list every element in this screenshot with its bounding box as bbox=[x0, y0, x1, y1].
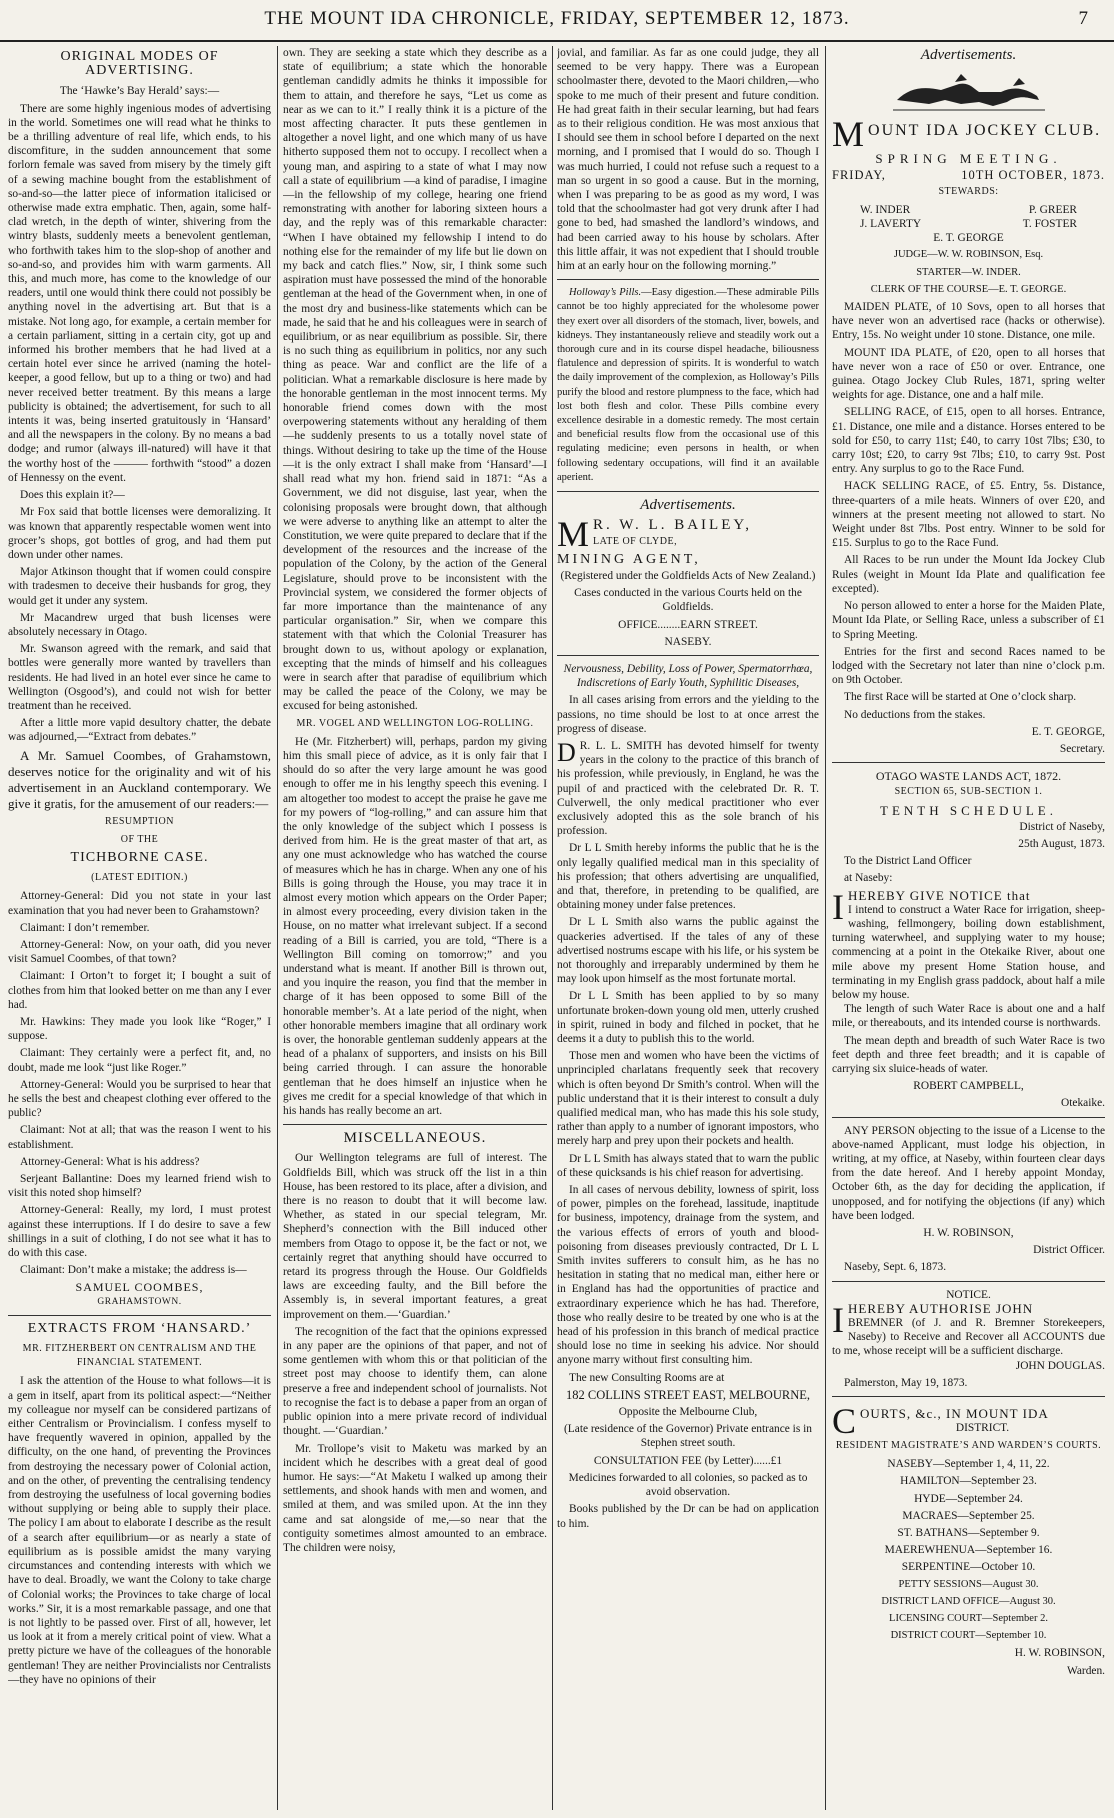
divider bbox=[832, 1281, 1105, 1282]
dialogue-line: Serjeant Ballantine: Does my learned friend wish to visit this noted shop himself? bbox=[8, 1173, 271, 1200]
court-item: DISTRICT COURT—September 10. bbox=[890, 1630, 1047, 1642]
notice-paragraph: The length of such Water Race is about one and a half mile, or thereabouts, and its intended course is northwards. bbox=[832, 1003, 1105, 1030]
authorise-signature: JOHN DOUGLAS. bbox=[1015, 1359, 1105, 1372]
bailey-reg: (Registered under the Goldfields Acts of New Zealand.) bbox=[560, 569, 816, 582]
heading-hansard: EXTRACTS FROM ‘HANSARD.’ bbox=[27, 1320, 252, 1336]
notice-paragraph: The mean depth and breadth of such Water Race is two feet depth and three feet breadth; and it is capable of carrying six sluice-heads of water. bbox=[832, 1034, 1105, 1075]
courts-heading: OURTS, &c., IN MOUNT IDA bbox=[860, 1406, 1049, 1422]
smith-address: 182 COLLINS STREET EAST, MELBOURNE, bbox=[566, 1387, 810, 1402]
drop-cap: D bbox=[557, 737, 576, 767]
smith-paragraph: Those men and women who have been the victims of unprincipled charlatans frequently seek that recovery which is often beyond Dr Smith’s control. When will the public understand that it is their interest to consult a duly qualified medical man, who has made this his sole study, rather than apply to a number of ignorant impostors, who merely harp and prey upon their pockets and health. bbox=[557, 1050, 819, 1148]
dialogue-line: Attorney-General: Really, my lord, I must protest against these interruptions. If I do desire to save a few shillings in a suit of clothing, I do not see what it has to do with this case. bbox=[8, 1204, 271, 1260]
race-item: HACK SELLING RACE, of £5. Entry, 5s. Distance, three-quarters of a mile heats. Winners of over £20, and winners at the present meeting not allowed to start. No Weight under 8st 7lbs. Post entry. Winner to be sold for £15. Surplus to go to the Race Fund. bbox=[832, 480, 1105, 550]
stewards-label: STEWARDS: bbox=[938, 185, 999, 197]
smith-paragraph bbox=[557, 739, 819, 838]
divider bbox=[557, 655, 819, 656]
dialogue-line: Claimant: Don’t make a mistake; the address is— bbox=[20, 1264, 247, 1277]
divider bbox=[283, 1124, 547, 1125]
advertisements-heading: Advertisements. bbox=[640, 497, 736, 514]
dialogue-line: Attorney-General: What is his address? bbox=[20, 1155, 200, 1168]
court-item: MAEREWHENUA—September 16. bbox=[884, 1544, 1053, 1557]
column-rule bbox=[277, 46, 278, 1810]
stewards-row bbox=[832, 217, 1105, 231]
smith-paragraph: Dr L L Smith has been applied to by so many unfortunate broken-down young old men, utterly crushed in spirit, ruined in body and filched in pocket, that he deems it a duty to publish this to the world. bbox=[557, 990, 819, 1045]
waste-lands-section: SECTION 65, SUB-SECTION 1. bbox=[894, 786, 1043, 798]
smith-books: Books published by the Dr can be had on application to him. bbox=[557, 1503, 819, 1530]
article-paragraph: After a little more vapid desultory chatter, the debate was adjourned,—“Extract from debates.” bbox=[8, 717, 271, 744]
smith-medicines: Medicines forwarded to all colonies, so packed as to avoid observation. bbox=[568, 1471, 808, 1499]
bailey-cases: Cases conducted in the various Courts held on the Goldfields. bbox=[574, 587, 802, 614]
article-paragraph: Mr Fox said that bottle licenses were demoralizing. It was known that apparently respectable women went into grocer’s shops, got bottles of grog, and had them put down under other names. bbox=[8, 506, 271, 561]
signature-town: GRAHAMSTOWN. bbox=[97, 1296, 182, 1307]
smith-late: (Late residence of the Governor) Private entrance is in Stephen street south. bbox=[564, 1423, 812, 1450]
court-item: PETTY SESSIONS—August 30. bbox=[898, 1578, 1039, 1590]
courts-district: DISTRICT. bbox=[955, 1422, 1010, 1435]
jockey-club-title: OUNT IDA JOCKEY CLUB. bbox=[868, 122, 1102, 140]
court-item: HYDE—September 24. bbox=[914, 1492, 1023, 1505]
starter: STARTER—W. INDER. bbox=[916, 266, 1021, 278]
divider bbox=[557, 279, 819, 280]
dialogue-line: Claimant: I Orton’t to forget it; I bought a suit of clothes from him that looked better on me than any I ever had. bbox=[8, 970, 271, 1011]
bailey-role: MINING AGENT, bbox=[557, 551, 701, 567]
rules-item: No deductions from the stakes. bbox=[844, 708, 986, 721]
rules-item: Entries for the first and second Races named to be lodged with the Secretary not later than nine o’clock p.m. on 9th October. bbox=[832, 645, 1105, 687]
tenth-schedule: TENTH SCHEDULE. bbox=[880, 802, 1057, 818]
notice-date: 25th August, 1873. bbox=[1018, 837, 1105, 850]
steward: P. GREER bbox=[1028, 203, 1077, 216]
article-paragraph: Does this explain it?— bbox=[20, 489, 125, 502]
article-paragraph: Major Atkinson thought that if women could conspire with tradesmen to deceive their husbands for grog, they would get it under any system. bbox=[8, 566, 271, 607]
smith-paragraph: In all cases arising from errors and the yielding to the passions, no time should be lost to at once arrest the progress of disease. bbox=[557, 694, 819, 735]
meeting-date bbox=[832, 168, 1105, 182]
masthead-title: THE MOUNT IDA CHRONICLE, FRIDAY, SEPTEMBER 12, 1873. bbox=[264, 8, 850, 29]
race-item: SELLING RACE, of £15, open to all horses. Entrance, £1. Distance, one mile and a distance. Horses entered to be sold for £50, to carry 11st; £40, to carry 10st 7lbs; £30, to carry 10st; £20, to carry 9st 7lbs; £10, to carry 9st. Post entry. Any surplus to go to the Race Fund. bbox=[832, 406, 1105, 476]
race-item: MOUNT IDA PLATE, of £20, open to all horses that have never won a race of £50 or over. Entrance, one guinea. Otago Jockey Club Rules, 1871, spring welter weights for age. Distance, one and a half mile. bbox=[832, 346, 1105, 402]
court-item: DISTRICT LAND OFFICE—August 30. bbox=[881, 1595, 1056, 1607]
signature-name: SAMUEL COOMBES, bbox=[75, 1280, 204, 1295]
smith-opposite: Opposite the Melbourne Club, bbox=[618, 1406, 758, 1419]
smith-paragraph: Dr L L Smith hereby informs the public that he is the only legally qualified medical man in this speciality of his profession; that others advertising are unqualified, and that, therefore, in pretending to be qualified, are obtaining money under false pretences. bbox=[557, 842, 819, 912]
rules-item: All Races to be run under the Mount Ida Jockey Club Rules (weight in Mount Ida Plate and qualification fee excepted). bbox=[832, 554, 1105, 595]
warden-name: H. W. ROBINSON, bbox=[1014, 1647, 1105, 1660]
addressee: To the District Land Officer bbox=[844, 855, 972, 868]
smith-paragraph: The new Consulting Rooms are at bbox=[569, 1371, 725, 1384]
notice-place: Otekaike. bbox=[1061, 1097, 1105, 1110]
courts-header bbox=[832, 1403, 1105, 1437]
court-item: HAMILTON—September 23. bbox=[900, 1475, 1037, 1488]
court-item: ST. BATHANS—September 9. bbox=[897, 1527, 1040, 1540]
authorise-notice bbox=[832, 1302, 1105, 1359]
article-paragraph: Mr. Swanson agreed with the remark, and said that bottles were generally more wanted by travellers than residents. He had lived in an hotel ever since he came to Wellington (Osgood’s), and could not wish for better treatment than he received. bbox=[8, 643, 271, 712]
addressee-place: at Naseby: bbox=[844, 872, 893, 885]
waste-lands-title: OTAGO WASTE LANDS ACT, 1872. bbox=[875, 769, 1062, 784]
divider bbox=[832, 1396, 1105, 1397]
article-paragraph: A Mr. Samuel Coombes, of Grahamstown, deserves notice for the originality and wit of his advertisement in an Auckland contemporary. We give it gratis, for the amusement of our readers:— bbox=[8, 747, 271, 811]
smith-text: R. L. L. SMITH has devoted himself for twenty years in the colony to the practice of this branch of his profession, while previously, in England, he was the pupil of and practiced with the celebrated Dr. R. T. Culverwell, the only medical practitioner who ever exclusively adopted this as the sole branch of his profession. bbox=[557, 739, 819, 838]
column-1 bbox=[8, 46, 271, 1810]
steward: E. T. GEORGE bbox=[933, 232, 1004, 245]
column-rule bbox=[552, 46, 553, 1810]
subheading-fitzherbert: MR. FITZHERBERT ON CENTRALISM AND THE FINANCIAL STATEMENT. bbox=[22, 1343, 257, 1369]
column-2 bbox=[283, 46, 547, 1810]
tichborne-heading-3: TICHBORNE CASE. bbox=[70, 849, 209, 865]
water-race-notice bbox=[832, 889, 1105, 1003]
bailey-office: OFFICE........EARN STREET. bbox=[618, 618, 758, 631]
tichborne-heading-1: RESUMPTION bbox=[105, 815, 174, 827]
court-item: NASEBY—September 1, 4, 11, 22. bbox=[887, 1458, 1050, 1471]
secretary-title: Secretary. bbox=[1059, 742, 1105, 755]
court-item: LICENSING COURT—September 2. bbox=[889, 1613, 1048, 1625]
smith-fee: CONSULTATION FEE (by Letter)......£1 bbox=[593, 1454, 783, 1467]
bailey-ad bbox=[557, 516, 819, 569]
dialogue-line: Claimant: They certainly were a perfect fit, and, no doubt, made me look “just like Roger.” bbox=[8, 1047, 271, 1074]
secretary-name: E. T. GEORGE, bbox=[1031, 725, 1105, 738]
court-item: MACRAES—September 25. bbox=[902, 1509, 1035, 1522]
subheading-vogel: MR. VOGEL AND WELLINGTON LOG-ROLLING. bbox=[296, 717, 534, 729]
court-item: SERPENTINE—October 10. bbox=[901, 1561, 1036, 1574]
article-paragraph: Mr Macandrew urged that bush licenses were absolutely necessary in Otago. bbox=[8, 611, 271, 638]
meeting-day: FRIDAY, bbox=[832, 168, 886, 183]
divider bbox=[8, 1315, 271, 1316]
column-4 bbox=[832, 46, 1105, 1810]
steward: T. FOSTER bbox=[1022, 218, 1077, 231]
objection-date: Naseby, Sept. 6, 1873. bbox=[844, 1261, 947, 1274]
warden-title: Warden. bbox=[1067, 1664, 1105, 1677]
article-paragraph: The recognition of the fact that the opinions expressed in any paper are the opinions of that paper, and not of some gentlemen with whom this or that politician of the street post may choose to identify them, can alone preserve a free and independent school of journalists. Not to recognise the fact is to debase a paper from an organ of public opinion into a mere private record of individual thought. —‘Guardian.’ bbox=[283, 1325, 547, 1438]
dialogue-line: Claimant: I don’t remember. bbox=[20, 921, 150, 934]
smith-paragraph: Dr L L Smith also warns the public against the quackeries advertised. If the tales of any of these advertised nostrums escape with his life, or his system be not thoroughly and irreparably undermined by them he may look upon himself as the most fortunate mortal. bbox=[557, 916, 819, 986]
drop-cap: I bbox=[832, 888, 844, 927]
divider bbox=[832, 1117, 1105, 1118]
divider bbox=[557, 491, 819, 492]
spring-meeting: SPRING MEETING. bbox=[875, 151, 1062, 167]
dialogue-line: Claimant: Not at all; that was the reason I went to his establishment. bbox=[8, 1124, 271, 1151]
authorise-heading: HEREBY AUTHORISE JOHN bbox=[848, 1301, 1034, 1316]
intro-line: The ‘Hawke’s Bay Herald’ says:— bbox=[59, 85, 220, 98]
stewards-row bbox=[832, 203, 1105, 217]
dialogue-line: Attorney-General: Would you be surprised to hear that he sells the best and cheapest clothing ever offered to the public? bbox=[8, 1078, 271, 1120]
masthead bbox=[0, 0, 1114, 42]
notice-heading: HEREBY GIVE NOTICE that bbox=[848, 888, 1031, 903]
jockey-club-header bbox=[832, 116, 1105, 150]
racehorse-illustration bbox=[889, 66, 1049, 114]
smith-paragraph: In all cases of nervous debility, lowness of spirit, loss of power, pimples on the forehead, lassitude, inaptitude for business, impotency, drainage from the system, and the various effects of errors of youth and blood-poisoning from diseases previously contracted, Dr L L Smith invites sufferers to consult him, as he has no hesitation in stating that no medical man, either here or in England has had the opportunities of practice and extraordinary experience which he has had. Therefore, those who really desire to be treated by one who is at the head of his profession in this branch of medical practice should lose no time in seeking his advice. Nor should anyone marry without first consulting him. bbox=[557, 1184, 819, 1367]
notice-signature: ROBERT CAMPBELL, bbox=[913, 1080, 1024, 1093]
judge: JUDGE—W. W. ROBINSON, Esq. bbox=[893, 249, 1044, 261]
authorise-date: Palmerston, May 19, 1873. bbox=[844, 1376, 968, 1389]
steward: J. LAVERTY bbox=[860, 218, 922, 231]
meeting-date-text: 10TH OCTOBER, 1873. bbox=[961, 168, 1105, 183]
page-number: 7 bbox=[1078, 8, 1088, 29]
holloway-ad bbox=[557, 286, 819, 485]
clerk: CLERK OF THE COURSE—E. T. GEORGE. bbox=[870, 283, 1067, 295]
drop-cap: C bbox=[832, 1403, 857, 1438]
signature-coombes bbox=[8, 1280, 271, 1308]
heading-advertising: ORIGINAL MODES OF ADVERTISING. bbox=[60, 49, 219, 79]
bailey-town: NASEBY. bbox=[664, 635, 712, 648]
tichborne-heading-4: (LATEST EDITION.) bbox=[91, 872, 188, 884]
dialogue-line: Mr. Hawkins: They made you look like “Roger,” I suppose. bbox=[8, 1015, 271, 1043]
holloway-title: Holloway’s Pills. bbox=[569, 287, 642, 299]
drop-cap: I bbox=[832, 1301, 844, 1340]
tichborne-heading-2: OF THE bbox=[120, 833, 159, 845]
rules-item: The first Race will be started at One o’clock sharp. bbox=[844, 691, 1077, 704]
objection-signature: H. W. ROBINSON, bbox=[923, 1227, 1014, 1240]
bailey-name: R. W. L. BAILEY, bbox=[593, 517, 752, 534]
article-paragraph: I ask the attention of the House to what follows—it is a gem in itself, apart from its political aspect:—“Neither my colleague nor myself can be considered partizans of either Centralism or Provincialism. I confess myself to have frequently wavered in opinion, appalled by the difficulty, on the one hand, of preventing the Provinces from destroying the necessary power of Colonial action, and on the other, of preventing the centralising tendency from destroying the usefulness of local governing bodies without supplying or being able to supply their place. The policy I am about to elaborate I describe as the result of a search after equilibrium—or as nearly a state of equilibrium as is possible amidst the many varying circumstances and contending interests with which we have to deal. Broadly, we want the Colony to take charge of Colonial works; the Provinces to take charge of local works.” Sir, it is a most remarkable passage, and one that is not lightly to be passed over. First of all, however, let us look at it from a merely critical point of view. What a pretty picture we have of the colleagues of the honorable gentleman! They are neither Provincialists nor Centralists—they have no opinions of their bbox=[8, 1375, 271, 1686]
advertisements-heading: Advertisements. bbox=[920, 47, 1017, 63]
drop-cap: M bbox=[557, 516, 590, 555]
column-3 bbox=[557, 46, 819, 1810]
dialogue-line: Attorney-General: Now, on your oath, did you never visit Samuel Coombes, of that town? bbox=[8, 938, 271, 966]
race-item: MAIDEN PLATE, of 10 Sovs, open to all horses that have never won an advertised race (hacks or otherwise). Entry, 15s. No weight under 10 stone. Distance, one mile. bbox=[832, 301, 1105, 342]
article-paragraph: Mr. Trollope’s visit to Maketu was marked by an incident which he describes with a great deal of good humor. He says:—“At Maketu I walked up among their settlements, and shook hands with men and women, and smiled at them, and was smiled upon. At the inn they came and sat alongside of me,—so near that the contiguity sometimes almost amounted to an embrace. The children were noisy, bbox=[283, 1442, 547, 1554]
courts-subheading: RESIDENT MAGISTRATE’S AND WARDEN’S COURTS. bbox=[835, 1440, 1102, 1452]
article-paragraph: Our Wellington telegrams are full of interest. The Goldfields Bill, which was struck off the list in a thin House, has been restored to its place, after a division, and there is no reason to doubt that it will become law. Whether, as stated in our special telegram, Mr. Shepherd’s connection with the Bill induced other members from Otago to oppose it, be the fact or not, we certainly regret that anything should have occurred to retard its progress through the House. Our Goldfields laws are exceeding faulty, and the Bill before the Assembly is, in several important features, a great improvement on them.—‘Guardian.’ bbox=[283, 1152, 547, 1321]
article-paragraph: He (Mr. Fitzherbert) will, perhaps, pardon my giving him this small piece of advice, as it is only fair that I should do so after the very large amount he was good enough to offer me in his lengthy speech this evening. I am altogether too modest to accept the praise he gave me for my powers of “log-rolling,” and can assure him that the only knowledge of the subject which I possess is derived from him. He is the great master of that art, as any one must acknowledge who has watched the course of measures which he has in charge. When any one of his Bills is going through the House, you may trace it in almost every motion which appears on the Order Paper; in almost every proceeding, every division taken in the House, on no matter what irrelevant subject. If a second reading of a Bill is carried, you are told, “There is a Wellington Bill coming on tomorrow;” and you understand what is meant. If another Bill is thrown out, and you inquire the reason, you find that the member in charge of it has been opposed to some Bill of the honorable member’s. At a late period of the night, when other honorable members imagine that all ordinary work is over, the honorable gentleman suddenly appears at the head of a phalanx of supporters, and insists on his Bill being carried through. I can assure the honorable gentleman that he does himself an injustice when he gives me credit for a special knowledge of that which in his hands has really become an art. bbox=[283, 735, 547, 1118]
objection-title: District Officer. bbox=[1033, 1244, 1105, 1257]
rules-item: No person allowed to enter a horse for the Maiden Plate, Mount Ida Plate, or Selling Race, unless a subscriber of £1 to Spring Meeting. bbox=[832, 600, 1105, 641]
district: District of Naseby, bbox=[1019, 820, 1105, 833]
objection-paragraph: ANY PERSON objecting to the issue of a License to the above-named Applicant, must lodge his objection, in writing, at my office, at Naseby, within fourteen clear days from the date hereof. And I hereby appoint Monday, October 6th, as the day for deciding the application, if unopposed, and for notifying the objections (if any) which have been lodged. bbox=[832, 1124, 1105, 1222]
divider bbox=[832, 762, 1105, 763]
column-rule bbox=[825, 46, 826, 1810]
holloway-text: —Easy digestion.—These admirable Pills cannot be too highly appreciated for the wholesome power they exert over all disorders of the stomach, liver, bowels, and kidneys. They instantaneously relieve and steadily work out a thorough cure and in its course dispel headache, biliousness flatulence and depression of spirits. It is wonderful to watch the daily improvement of the complexion, as Holloway’s Pills purify the blood and restore plumpness to the face, which had lost both flesh and color. These Pills combine every excellence desirable in a domestic remedy. The most certain and beneficial results flow from the occasional use of this regulating medicine; even persons in health, or when following sedentary occupations, will find it an available aperient. bbox=[557, 287, 819, 483]
heading-miscellaneous: MISCELLANEOUS. bbox=[343, 1130, 487, 1147]
smith-paragraph: Dr L L Smith has always stated that to warn the public of these quicksands is his chief reason for advertising. bbox=[557, 1152, 819, 1179]
article-paragraph: There are some highly ingenious modes of advertising in the world. Sometimes one will read what he thinks to be a thrilling adventure of real life, which ends, to his discomfiture, in the sudden announcement that some forlorn female was saved from misery by the timely gift of a sewing machine bought from the establishment of so-and-so—the latter piece of information italicised or otherwise made extra emphatic. Then, again, some half-clad wretch, in the depth of winter, shivering from the wintry blasts, suddenly meets a benevolent gentleman, who forthwith takes him to the slop-shop of another and so-and-so, and provides him with warm garments. All this, and much more, has come to the knowledge of our readers, until one would think there could not possibly be anything novel in the advertising art. But that is a mistake. Not long ago, for example, a certain member for a certain parliament, sitting in a certain city, got up and informed his brother members that he had lived at a certain hotel ever since he arrived (naming the hotel-keeper, a good fellow, but up to a thing or two) and had never received better treatment. By this means a large publicity is obtained; the advertisement, for such to all intents it was, being inserted gratuitously in ‘Hansard’ and all the newspapers in the colony. By no means a bad dodge; and rumor (always ill-natured) will have it that the worthy host of the ——— forthwith “stood” a dozen of Hennessy on the event. bbox=[8, 102, 271, 484]
smith-lead: Nervousness, Debility, Loss of Power, Spermatorrhœa, Indiscretions of Early Youth, Syphilitic Diseases, bbox=[563, 662, 813, 690]
notice-label: NOTICE. bbox=[946, 1288, 991, 1301]
article-paragraph: jovial, and familiar. As far as one could judge, they all seemed to be very happy. There was a European schoolmaster there, devoted to the Maori children,—who spoke to me much of their present and future condition. He had great faith in their secular learning, but had fears as to their religious condition. He was most anxious that I should see them in school before I departed on the next morning, and I promised that I would do so. Though I was much hurried, I could not refuse such a request to a man so urgent in so good a cause. But in the morning, when I was preparing to be as good as my word, I was told that the schoolmaster had got very drunk after I had gone to bed, had smashed the landlord’s windows, and had been carried away to his house by scholars. After this little affair, it was not expedient that I should trouble him at an early hour on the following morning.” bbox=[557, 47, 819, 273]
article-paragraph: own. They are seeking a state which they describe as a state of equilibrium; a state which the honorable gentleman candidly admits he thinks it impossible for them to attain, and therefore he says, “Let us come as near as we can to it.” I really think it is a picture of the most affecting character. It puts these gentlemen in altogether a novel light, and one which many of us have hitherto supposed them not to occupy. I recollect when a young man, and aspiring to a state of what I may now call a state of equilibrium —a kind of paradise, I imagine—in the fellowship of my college, hearing one friend remonstrating with another for laboring sixteen hours a day, and the reply was of this remarkable character: “When I have obtained my fellowship I intend to do nothing else for the remainder of my life but lie down on my back and catch flies.” Now, sir, I think some such aspiration must have possessed the mind of the honorable gentleman at the head of the Government when, in one of the most dry and business-like statements which can be made, he said that he and his colleagues were in search of equilibrium, or as near equilibrium as possible. Sir, there is no such thing as equilibrium in politics, nor any such thing as peace. War and conflict are the life of a politician. What a remarkable disclosure is here made by the honorable gentleman in the most innocent terms. My honorable friend comes down with the most overpowering statements without any heralding of them—he suddenly presents to us a totally novel state of things. Without desiring to take up the time of the House—it is the only extract I shall make from ‘Hansard’—I shall read what my hon. friend said in 1871: “As a Government, we did not disguise, last year, when the colonising proposals were brought down, that although we were adverse to anything like an attempt to alter the Constitution, we were quite prepared to declare that if the development of the resources and the increase of the population of the Colony, by the action of the General Legislature, should prove to be inconsistent with the Provincial system, we considered the former objects of far more importance than the maintenance of any particular organisation.” Sir, when we compare this statement with that which the Colonial Treasurer has brought down to us, without apology or explanation, excepting that the minds of himself and his colleagues were in search after that paradise of equilibrium which may be called the peace of the Colony, we may be excused for being astonished. bbox=[283, 47, 547, 713]
dialogue-line: Attorney-General: Did you not state in your last examination that you had never been to Grahamstown? bbox=[8, 890, 271, 917]
notice-body: I intend to construct a Water Race for irrigation, sheep-washing, fellmongery, boiling down establishment, turning waterwheel, and supplying water to my house; commencing at a point in the Otekaike River, about one mile above my present Home Station house, and terminating in my English grass paddock, about half a mile below my house. bbox=[832, 903, 1105, 1001]
steward: W. INDER bbox=[860, 203, 911, 216]
authorise-body: BREMNER (of J. and R. Bremner Storekeepers, Naseby) to Receive and Recover all ACCOUNTS due to me, whose receipt will be a sufficient discharge. bbox=[832, 1317, 1105, 1358]
bailey-late: LATE OF CLYDE, bbox=[593, 535, 678, 547]
drop-cap: M bbox=[832, 116, 865, 151]
